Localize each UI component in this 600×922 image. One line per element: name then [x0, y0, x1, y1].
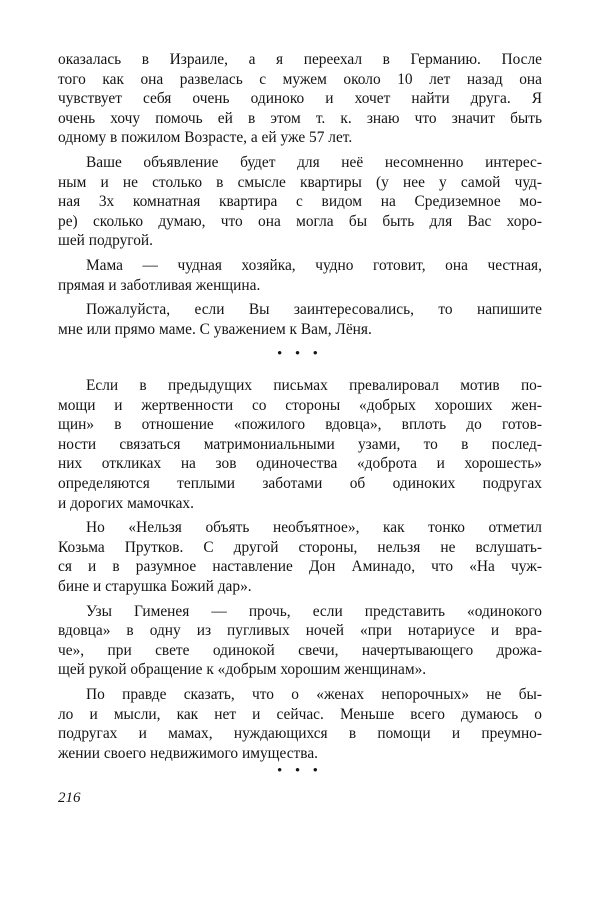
text-line: очень хочу помочь ей в этом т. к. знаю что значит быть — [58, 109, 542, 127]
text-line: че», при свете одинокой свечи, начертывающего дрожа- — [58, 641, 542, 659]
text-line: шей подругой. — [58, 232, 153, 250]
paragraph — [58, 300, 542, 339]
letter-text-block — [58, 50, 542, 344]
section-separator: • • • — [277, 762, 323, 777]
text-line: Пожалуйста, если Вы заинтересовались, то напишите — [86, 301, 542, 319]
text-line: ности связаться матримониальными узами, то в послед- — [58, 435, 542, 453]
text-line: Но «Нельзя объять необъятное», как тонко отметил — [86, 519, 542, 537]
text-line: прямая и заботливая женщина. — [58, 276, 261, 294]
text-line: Мама — чудная хозяйка, чудно готовит, она честная, — [86, 256, 542, 274]
text-line: ная 3х комнатная квартира с видом на Средиземное мо- — [58, 193, 542, 211]
text-line: бине и старушка Божий дар». — [58, 577, 252, 595]
text-line: ло и мысли, как нет и сейчас. Меньше всего думаюсь о — [58, 705, 542, 723]
paragraph — [58, 685, 542, 763]
text-line: Если в предыдущих письмах превалировал мотив по- — [86, 377, 542, 394]
text-line: ным и не столько в смысле квартиры (у нее у самой чуд- — [58, 173, 542, 191]
text-line: мне или прямо маме. С уважением к Вам, Лёня. — [58, 320, 372, 338]
text-line: Ваше объявление будет для неё несомненно интерес- — [86, 153, 542, 171]
text-line: жении своего недвижимого имущества. — [58, 744, 319, 762]
text-line: ся и в разумное наставление Дон Аминадо, что «На чуж- — [58, 558, 542, 576]
text-line: определяются теплыми заботами об одиноких подругах — [58, 474, 542, 492]
paragraph — [58, 602, 542, 680]
text-line: и дорогих мамочках. — [58, 494, 194, 512]
text-line: оказалась в Израиле, а я переехал в Германию. После — [58, 51, 542, 68]
text-line: вдовца» в одну из пугливых ночей «при нотариусе и вра- — [58, 622, 542, 640]
paragraph — [58, 256, 542, 295]
text-line: мощи и жертвенности со стороны «добрых хороших жен- — [58, 396, 542, 414]
text-line: Козьма Прутков. С другой стороны, нельзя не вслушать- — [58, 538, 542, 556]
text-line: них откликах на зов одиночества «доброта и хорошесть» — [58, 455, 542, 473]
text-line: По правде сказать, что о «женах непорочных» не бы- — [86, 685, 542, 703]
paragraph — [58, 518, 542, 596]
text-line: ре) сколько думаю, что она могла бы быть для Вас хоро- — [58, 212, 542, 230]
text-line: подругах и мамах, нуждающихся в помощи и преумно- — [58, 725, 542, 743]
commentary-text-block — [58, 376, 542, 768]
page-number: 216 — [58, 790, 81, 806]
paragraph — [58, 376, 542, 513]
text-line: щин» в отношение «пожилого вдовца», вплоть до готов- — [58, 416, 542, 434]
text-line: одному в пожилом Возрасте, а ей уже 57 лет. — [58, 129, 353, 147]
text-line: щей рукой обращение к «добрым хорошим женщинам». — [58, 661, 427, 679]
paragraph — [58, 153, 542, 251]
text-line: Узы Гименея — прочь, если представить «одинокого — [86, 602, 542, 620]
text-line: чувствует себя очень одиноко и хочет найти друга. Я — [58, 90, 542, 108]
paragraph — [58, 50, 542, 148]
text-line: того как она развелась с мужем около 10 лет назад она — [58, 70, 542, 88]
section-separator: • • • — [277, 345, 323, 360]
